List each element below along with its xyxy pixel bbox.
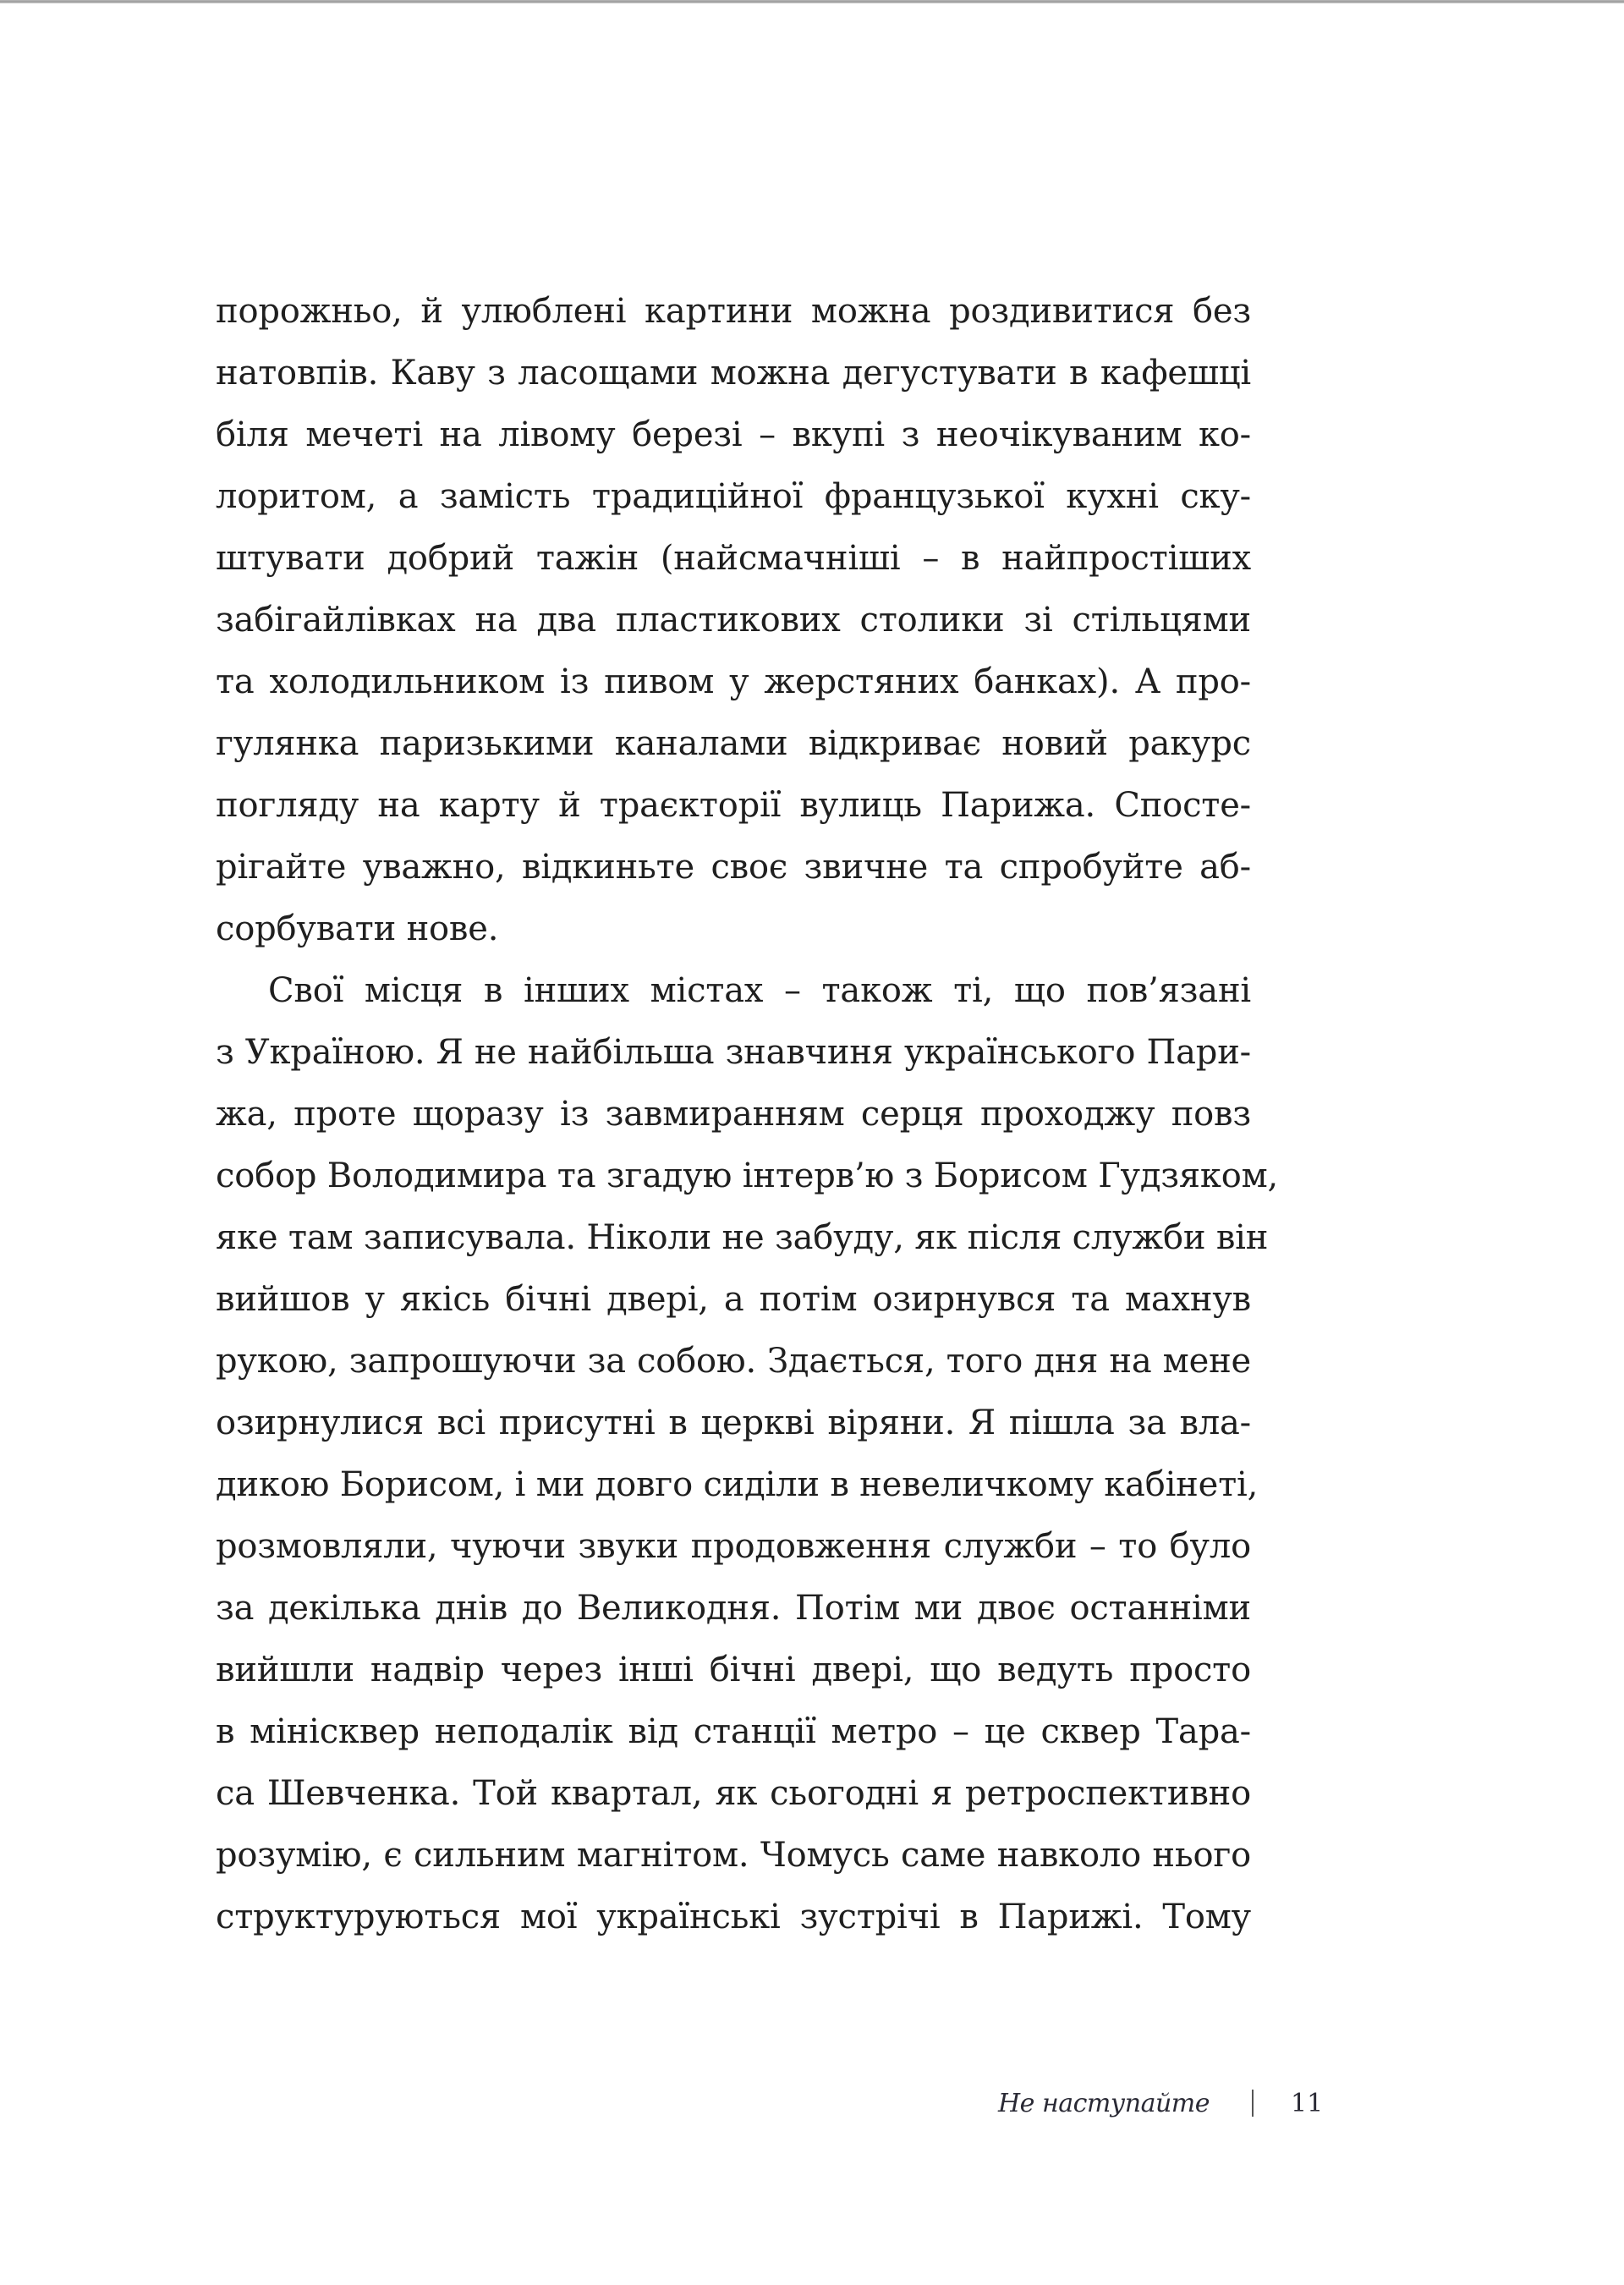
- text-line: та холодильником із пивом у жерстяних банках). А про-: [216, 662, 1251, 701]
- text-line: са Шевченка. Той квартал, як сьогодні я ретроспективно: [216, 1774, 1251, 1813]
- text-line: з Україною. Я не найбільша знавчиня українського Пари-: [216, 1033, 1251, 1072]
- footer-separator: [1252, 2090, 1254, 2117]
- text-line: порожньо, й улюблені картини можна роздивитися без: [216, 292, 1251, 331]
- text-line: жа, проте щоразу із завмиранням серця проходжу повз: [216, 1095, 1251, 1134]
- text-line: рігайте уважно, відкиньте своє звичне та спробуйте аб-: [216, 848, 1251, 887]
- window-top-border: [0, 0, 1624, 3]
- text-line: вийшов у якісь бічні двері, а потім озирнувся та махнув: [216, 1280, 1251, 1319]
- text-line: біля мечеті на лівому березі – вкупі з неочікуваним ко-: [216, 415, 1251, 454]
- page-body-text: [216, 281, 1279, 1948]
- text-line: структуруються мої українські зустрічі в Парижі. Тому: [216, 1898, 1251, 1936]
- paragraph-end-line: сорбувати нове.: [216, 909, 499, 948]
- text-line: погляду на карту й траєкторії вулиць Парижа. Спосте-: [216, 786, 1251, 825]
- text-line: натовпів. Каву з ласощами можна дегустувати в кафешці: [216, 354, 1251, 393]
- page-number: 11: [1291, 2088, 1324, 2118]
- text-line: забігайлівках на два пластикових столики зі стільцями: [216, 601, 1251, 640]
- running-title: Не наступайте: [998, 2088, 1210, 2118]
- text-line: яке там записувала. Ніколи не забуду, як після служби він: [216, 1218, 1269, 1257]
- paragraph-start-line: Свої місця в інших містах – також ті, що пов’язані: [268, 971, 1251, 1010]
- text-line: розмовляли, чуючи звуки продовження служби – то було: [216, 1527, 1251, 1566]
- text-line: гулянка паризькими каналами відкриває новий ракурс: [216, 724, 1251, 763]
- text-line: вийшли надвір через інші бічні двері, що ведуть просто: [216, 1651, 1251, 1689]
- text-line: собор Володимира та згадую інтерв’ю з Борисом Гудзяком,: [216, 1156, 1279, 1195]
- text-line: лоритом, а замість традиційної французької кухні ску-: [216, 477, 1251, 516]
- text-line: озирнулися всі присутні в церкві віряни. Я пішла за вла-: [216, 1403, 1251, 1442]
- text-line: дикою Борисом, і ми довго сиділи в невеличкому кабінеті,: [216, 1465, 1259, 1504]
- text-line: розумію, є сильним магнітом. Чомусь саме навколо нього: [216, 1836, 1251, 1875]
- text-line: рукою, запрошуючи за собою. Здається, того дня на мене: [216, 1342, 1251, 1381]
- page-footer: [998, 2083, 1323, 2123]
- text-line: штувати добрий тажін (найсмачніші – в найпростіших: [216, 539, 1251, 578]
- text-line: в мінісквер неподалік від станції метро – це сквер Тара-: [216, 1712, 1251, 1751]
- text-line: за декілька днів до Великодня. Потім ми двоє останніми: [216, 1589, 1251, 1628]
